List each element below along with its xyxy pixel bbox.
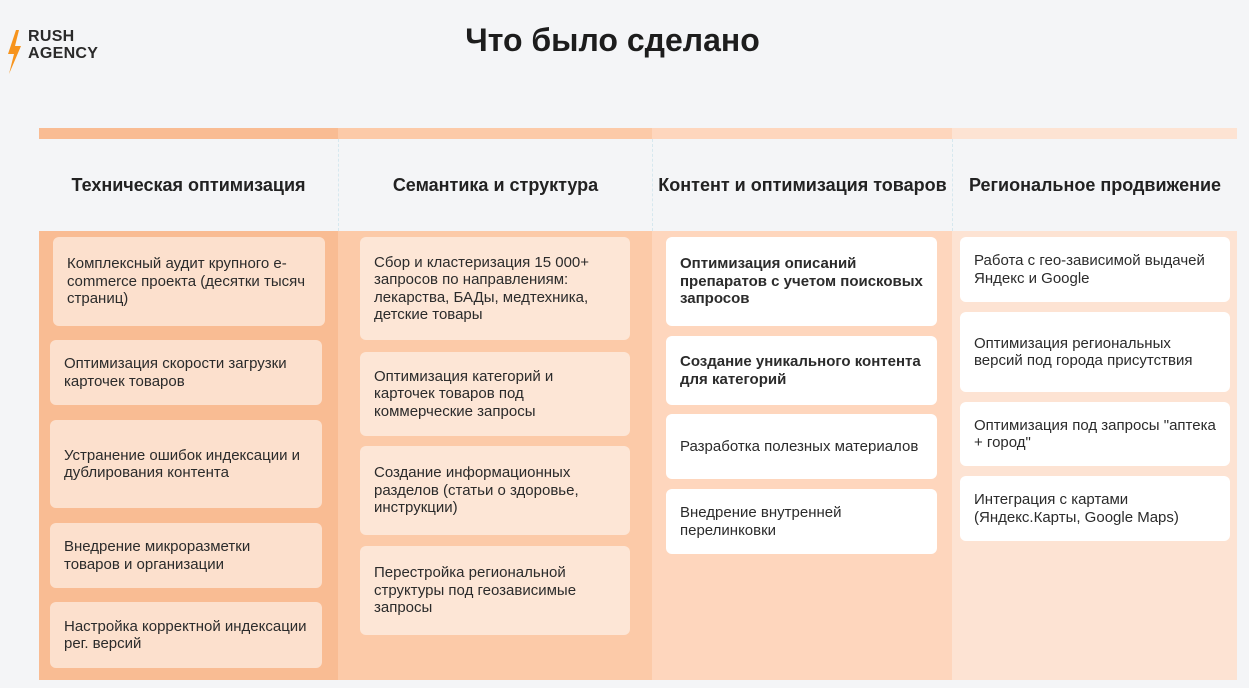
column-regional bbox=[952, 128, 1237, 680]
task-card: Разработка полезных материалов bbox=[666, 414, 937, 479]
task-card: Внедрение микроразметки товаров и организации bbox=[50, 523, 322, 588]
task-card: Оптимизация описаний препаратов с учетом поисковых запросов bbox=[666, 237, 937, 326]
logo-line2: AGENCY bbox=[28, 45, 99, 62]
task-card: Интеграция с картами (Яндекс.Карты, Google Maps) bbox=[960, 476, 1230, 541]
task-card: Внедрение внутренней перелинковки bbox=[666, 489, 937, 554]
task-card: Создание уникального контента для категорий bbox=[666, 336, 937, 405]
column-bar bbox=[652, 128, 952, 139]
task-card: Настройка корректной индексации рег. версий bbox=[50, 602, 322, 668]
column-title: Техническая оптимизация bbox=[39, 139, 338, 231]
task-card: Оптимизация под запросы "аптека + город" bbox=[960, 402, 1230, 466]
task-card: Оптимизация скорости загрузки карточек товаров bbox=[50, 340, 322, 405]
task-card: Оптимизация категорий и карточек товаров под коммерческие запросы bbox=[360, 352, 630, 436]
column-bar bbox=[39, 128, 338, 139]
column-title: Семантика и структура bbox=[338, 139, 652, 231]
column-content bbox=[652, 128, 952, 680]
page-title: Что было сделано bbox=[465, 22, 760, 58]
task-card: Работа с гео-зависимой выдачей Яндекс и Google bbox=[960, 237, 1230, 302]
logo-line1: RUSH bbox=[28, 28, 75, 45]
column-semantics bbox=[338, 128, 652, 680]
column-technical bbox=[39, 128, 338, 680]
task-card: Оптимизация региональных версий под города присутствия bbox=[960, 312, 1230, 392]
task-card: Комплексный аудит крупного e-commerce проекта (десятки тысяч страниц) bbox=[53, 237, 325, 326]
task-card: Сбор и кластеризация 15 000+ запросов по направлениям: лекарства, БАДы, медтехника, детские товары bbox=[360, 237, 630, 340]
task-card: Создание информационных разделов (статьи о здоровье, инструкции) bbox=[360, 446, 630, 535]
task-card: Перестройка региональной структуры под геозависимые запросы bbox=[360, 546, 630, 635]
column-bar bbox=[338, 128, 652, 139]
column-bar bbox=[952, 128, 1237, 139]
column-title: Региональное продвижение bbox=[952, 139, 1237, 231]
column-title: Контент и оптимизация товаров bbox=[652, 139, 952, 231]
task-card: Устранение ошибок индексации и дублирования контента bbox=[50, 420, 322, 508]
